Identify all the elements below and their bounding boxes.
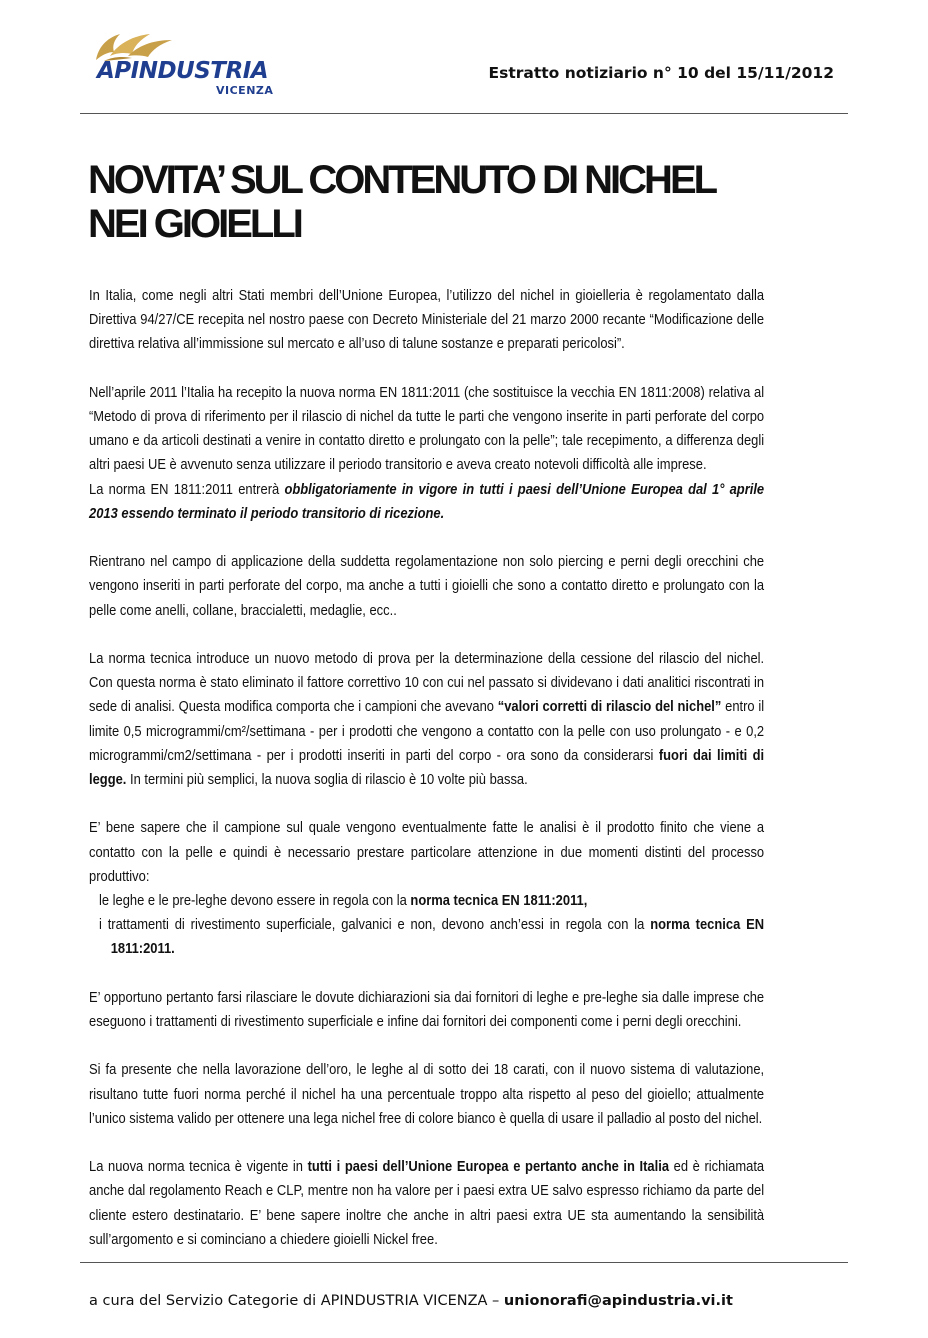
validity-text-2: ed è richiamata anche dal regolamento Reach e CLP, mentre non ha valore per i paesi extra UE salvo espresso richiamo da parte del cliente estero destinatario. E’ bene sapere inoltre che anche in altri paesi extra UE sta aumentando la sensibilità sull’argomento e si cominciano a chiedere gioielli Nickel free. [89,1159,765,1248]
test-method-text-1: La norma tecnica introduce un nuovo metodo di prova per la determinazione della cessione del rilascio del nichel. Con questa norma è stato eliminato il fattore correttivo 10 con cui nel passato si dividevano i dati analitici riscontrati in sede di analisi. Questa modifica comporta che i campioni che avevano [89,651,765,716]
article-title [88,158,848,246]
footer-divider [80,1262,848,1263]
test-method-text-2: entro il limite 0,5 microgrammi/cm²/settimana - per i prodotti che vengono a contatto con la pelle con uso prolungato - e 0,2 microgrammi/cm2/settimana - per i prodotti inseriti in parti del corpo - ora sono da considerarsi [89,699,765,764]
list-item-text: i trattamenti di rivestimento superficiale, galvanici e non, devono anch’essi in regola con la [98,917,651,934]
paragraph-declarations: E’ opportuno pertanto farsi rilasciare le dovute dichiarazioni sia dai fornitori di leghe e pre-leghe sia dalle imprese che eseguono i trattamenti di rivestimento superficiale e infine dai fornitori dei componenti come i perni degli orecchini. [89,989,765,1031]
article-body [89,284,764,1252]
paragraph-intro: In Italia, come negli altri Stati membri dell’Unione Europea, l’utilizzo del nichel in gioielleria è regolamentato dalla Direttiva 94/27/CE recepita nel nostro paese con Decreto Ministeriale del 21 marzo 2000 recante “Modificazione delle direttiva relativa all’immissione sul mercato e all’uso di talune sostanze e preparati pericolosi”. [89,288,765,353]
footer-text: a cura del Servizio Categorie di APINDUSTRIA VICENZA – [89,1293,504,1309]
paragraph-sample: E’ bene sapere che il campione sul quale vengono eventualmente fatte le analisi è il prodotto finito che viene a contatto con la pelle e quindi è necessario prestare particolare attenzione in due momenti distinti del processo produttivo: [89,820,765,885]
apindustria-logo [88,30,298,102]
test-method-text-3: In termini più semplici, la nuova soglia di rilascio è 10 volte più bassa. [126,772,528,789]
paragraph-test-method [89,647,764,792]
paragraph-en1811-adoption: Nell’aprile 2011 l’Italia ha recepito la nuova norma EN 1811:2011 (che sostituisce la vecchia EN 1811:2008) relativa al “Metodo di prova di riferimento per il rilascio di nichel da tutte le parti che vengono inserite in parti perforate del corpo umano e da articoli destinati a venire in contatto diretto e prolungato con la pelle”; tale recepimento, a differenza degli altri paesi UE è avvenuto senza utilizzare il periodo transitorio e aveva creato notevoli difficoltà alle imprese. [89,384,765,474]
list-item-emphasis: norma tecnica EN 1811:2011. [110,917,765,958]
list-item [89,913,764,961]
article-title-line-2: NEI GIOIELLI [88,202,301,246]
validity-emphasis: tutti i paesi dell’Unione Europea e pertanto anche in Italia [307,1159,670,1176]
production-steps-list [89,889,764,962]
corrected-values-emphasis: “valori corretti di rilascio del nichel” [497,699,722,716]
list-item-emphasis: norma tecnica EN 1811:2011, [410,893,588,910]
header-divider [80,113,848,114]
article-title-line-1: NOVITA’ SUL CONTENUTO DI NICHEL [88,158,716,202]
list-item [89,889,764,913]
paragraph-validity [89,1155,764,1252]
paragraph-gold-alloys: Si fa presente che nella lavorazione dell’oro, le leghe al di sotto dei 18 carati, con il nuovo sistema di valutazione, risultano tutte fuori norma perché il nichel ha una percentuale troppo alta rispetto al peso del gioiello; attualmente l’unico sistema valido per ottenere una lega nichel free di colore bianco è quella di usare il palladio al posto del nichel. [89,1062,765,1127]
paragraph-deadline [89,478,764,526]
deadline-emphasis: obbligatoriamente in vigore in tutti i paesi dell’Unione Europea dal 1° aprile 2013 essendo terminato il periodo transitorio di ricezione. [89,481,765,522]
newsletter-header: Estratto notiziario n° 10 del 15/11/2012 [488,64,834,82]
validity-text-1: La nuova norma tecnica è vigente in [89,1159,308,1176]
outside-limits-emphasis: fuori dai limiti di legge. [89,747,765,789]
logo-name: APINDUSTRIA [97,58,269,84]
footer-credit [89,1293,733,1309]
deadline-lead: La norma EN 1811:2011 entrerà [89,481,285,498]
list-item-text: le leghe e le pre-leghe devono essere in regola con la [98,893,411,910]
paragraph-scope: Rientrano nel campo di applicazione della suddetta regolamentazione non solo piercing e perni degli orecchini che vengono inseriti in parti perforate del corpo, ma anche a tutti i gioielli che sono a contatto diretto e prolungato con la pelle come anelli, collane, braccialetti, medaglie, ecc.. [89,554,765,619]
logo-city: VICENZA [216,84,274,97]
footer-email-link[interactable]: unionorafi@apindustria.vi.it [503,1293,733,1309]
